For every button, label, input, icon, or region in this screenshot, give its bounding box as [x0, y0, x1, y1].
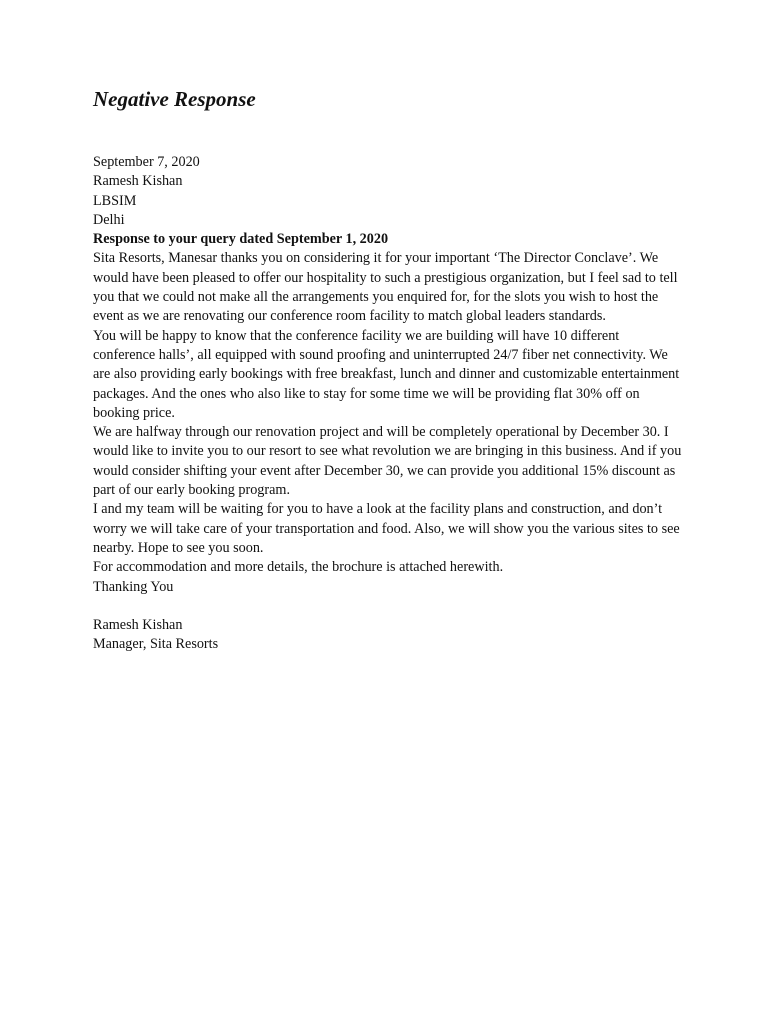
- paragraph-renovation: We are halfway through our renovation project and will be completely operational by December 30. I would like to invite you to our resort to see what revolution we are bringing in this business. And if you would consider shifting your event after December 30, we can provide you additional 15% discount as part of our early booking program.: [93, 424, 682, 499]
- letter-date: September 7, 2020: [93, 154, 200, 170]
- paragraph-brochure: For accommodation and more details, the brochure is attached herewith.: [93, 559, 504, 576]
- paragraph-introduction: Sita Resorts, Manesar thanks you on considering it for your important ‘The Director Conclave’. We would have been pleased to offer our hospitality to such a prestigious organization, but I feel sad to tell you that we could not make all the arrangements you enquired for, for the slots you wish to host the event as we are renovating our conference room facility to match global leaders standards.: [93, 250, 678, 325]
- recipient-city: Delhi: [93, 211, 125, 228]
- recipient-organization: LBSIM: [93, 192, 137, 209]
- signature-title: Manager, Sita Resorts: [93, 636, 219, 653]
- letter-closing: Thanking You: [93, 578, 174, 595]
- paragraph-facility: You will be happy to know that the conference facility we are building will have 10 different conference halls’, all equipped with sound proofing and uninterrupted 24/7 fiber net connectivity. We are also providing early bookings with free breakfast, lunch and dinner and customizable entertainment packages. And the ones who also like to stay for some time we will be providing flat 30% off on booking price.: [93, 327, 680, 421]
- paragraph-invitation: I and my team will be waiting for you to have a look at the facility plans and construction, and don’t worry we will take care of your transportation and food. Also, we will show you the various sites to see nearby. Hope to see you soon.: [93, 501, 680, 556]
- letter-body: [93, 153, 683, 655]
- signature-spacer: [93, 597, 683, 616]
- document-heading: Negative Response: [93, 87, 256, 111]
- recipient-name: Ramesh Kishan: [93, 173, 183, 190]
- signature-name: Ramesh Kishan: [93, 617, 183, 634]
- letter-subject: Response to your query dated September 1, 2020: [93, 231, 389, 248]
